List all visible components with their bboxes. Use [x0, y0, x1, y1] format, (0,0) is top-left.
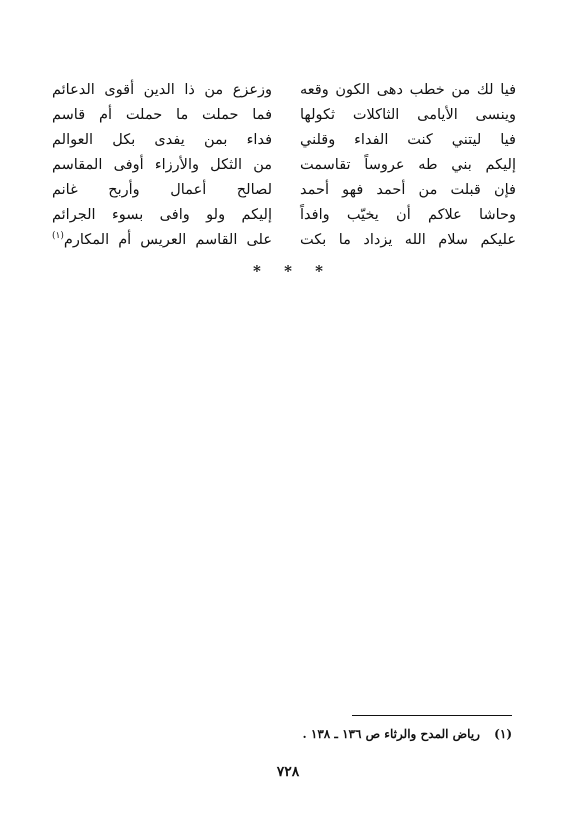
- footnote-divider: [352, 715, 512, 716]
- verse: [52, 128, 516, 152]
- verse-second-hemistich: من الثكل والأرزاء أوفى المقاسم: [52, 157, 272, 173]
- verse: [52, 178, 516, 202]
- footnote-text: رياض المدح والرثاء ص ١٣٦ ـ ١٣٨ .: [302, 727, 480, 741]
- verse: [52, 78, 516, 102]
- verse-second-hemistich: فما حملت ما حملت أم قاسم: [52, 107, 272, 123]
- verse-second-hemistich: وزعزع من ذا الدين أقوى الدعائم: [52, 82, 272, 98]
- poem: [52, 78, 516, 258]
- verse-first-hemistich: وينسى الأيامى الثاكلات ثكولها: [300, 107, 516, 123]
- verse-second-hemistich: إليكم ولو وافى بسوء الجرائم: [52, 207, 272, 223]
- verse-second-hemistich: فداء بمن يفدى بكل العوالم: [52, 132, 272, 148]
- separator-star: *: [252, 262, 261, 280]
- verse: [52, 228, 516, 252]
- section-separator: [0, 262, 576, 280]
- verse-second-hemistich: لصالح أعمال وأربح غانم: [52, 182, 272, 198]
- page-number: ٧٢٨: [276, 764, 300, 780]
- verse-first-hemistich: فإن قبلت من أحمد فهو أحمد: [300, 182, 516, 198]
- verse-first-hemistich: فيا ليتني كنت الفداء وقلني: [300, 132, 516, 148]
- verse-second-hemistich: [52, 228, 272, 252]
- footnote-number: (١): [494, 727, 512, 741]
- separator-star: *: [284, 262, 292, 280]
- verse-first-hemistich: إليكم بني طه عروساً تقاسمت: [300, 157, 516, 173]
- verse-first-hemistich: عليكم سلام الله يزداد ما بكت: [300, 232, 516, 248]
- verse: [52, 153, 516, 177]
- verse: [52, 103, 516, 127]
- verse-second-hemistich-text: على القاسم العريس أم المكارم: [63, 232, 272, 248]
- verse-first-hemistich: وحاشا علاكم أن يخيّب وافداً: [300, 207, 516, 223]
- separator-star: *: [315, 262, 324, 280]
- footnote-marker: (١): [52, 231, 64, 242]
- verse: [52, 203, 516, 227]
- verse-first-hemistich: فيا لك من خطب دهى الكون وقعه: [300, 82, 516, 98]
- footnote: [303, 724, 512, 744]
